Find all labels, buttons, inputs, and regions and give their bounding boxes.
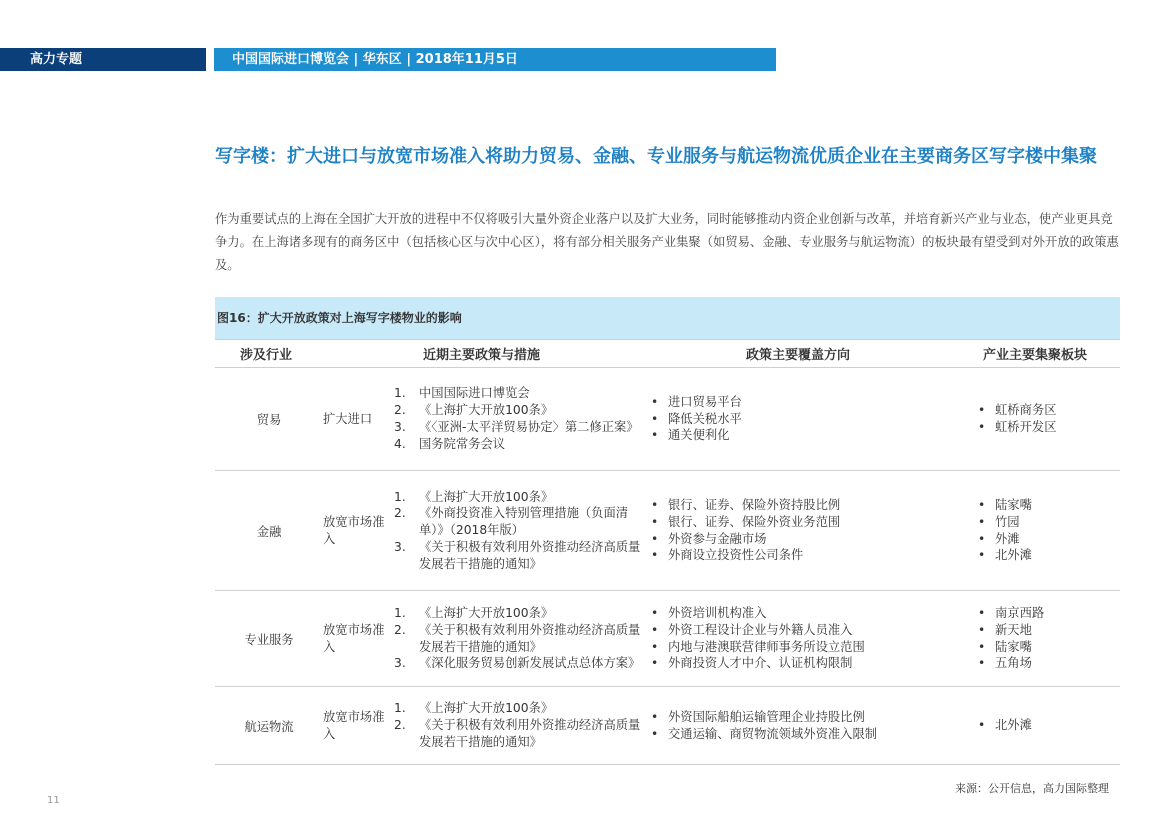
list-text: 《关于积极有效利用外资推动经济高质量发展若干措施的通知》 [419, 539, 641, 571]
list-text: 北外滩 [995, 548, 1032, 563]
bullet-icon: • [978, 531, 986, 546]
cluster-list [975, 605, 1044, 672]
list-text: 五角场 [995, 656, 1032, 671]
list-text: 外商投资人才中介、认证机构限制 [668, 656, 853, 671]
industry-cell: 金融 [256, 524, 282, 539]
list-text: 《上海扩大开放100条》 [419, 489, 554, 504]
event-header: 中国国际进口博览会 | 华东区 | 2018年11月5日 [214, 48, 776, 71]
bullet-icon: • [651, 531, 659, 546]
list-number: 3. [394, 420, 406, 434]
cluster-list [975, 497, 1032, 564]
list-item [975, 514, 1032, 531]
list-item [392, 402, 639, 419]
list-number: 2. [394, 506, 406, 521]
policy-list-cell [392, 591, 644, 686]
bullet-icon: • [978, 656, 986, 671]
bullet-icon: • [978, 514, 986, 529]
industry-cell: 贸易 [256, 413, 282, 427]
list-text: 南京西路 [995, 605, 1045, 620]
intro-paragraph: 作为重要试点的上海在全国扩大开放的进程中不仅将吸引大量外资企业落户以及扩大业务，同时能够推动内资企业创新与改革，并培育新兴产业与业态，使产业更具竞争力。在上海诸多现有的商务区中（包括核心区与次中心区），将有部分相关服务产业集聚（如贸易、金融、专业服务与航运物流）的板块最有望受到对外开放的政策惠及。 [215, 212, 1119, 272]
list-text: 竹园 [995, 514, 1020, 529]
table-row [215, 687, 1120, 764]
bullet-icon: • [651, 726, 659, 741]
table-divider [215, 764, 1120, 765]
column-header-industry: 涉及行业 [240, 348, 293, 363]
list-number: 1. [394, 701, 406, 716]
policy-type: 放宽市场准入 [323, 622, 385, 654]
list-number: 4. [394, 436, 406, 451]
list-text: 进口贸易平台 [668, 394, 742, 409]
cluster-list [975, 402, 1057, 436]
policy-list-cell [392, 687, 644, 764]
list-item [975, 497, 1032, 514]
direction-list [648, 605, 865, 672]
list-text: 陆家嘴 [995, 497, 1032, 512]
bullet-icon: • [978, 403, 986, 418]
policy-list-cell [392, 368, 644, 470]
list-text: 《上海扩大开放100条》 [419, 701, 554, 716]
list-item [975, 655, 1044, 672]
page-number: 11 [47, 795, 60, 806]
list-item [392, 385, 639, 402]
list-number: 1. [394, 489, 406, 504]
table-row [215, 591, 1120, 686]
cluster-cell [975, 471, 1120, 590]
direction-list [648, 497, 840, 564]
list-text: 内地与港澳联营律师事务所设立范围 [668, 639, 865, 654]
list-item [648, 514, 840, 531]
list-text: 《外商投资准入特别管理措施（负面清单）》（2018年版） [419, 506, 629, 538]
list-text: 降低关税水平 [668, 411, 742, 426]
policy-list [392, 385, 639, 452]
list-item [648, 547, 840, 564]
bullet-icon: • [651, 497, 659, 512]
list-text: 《深化服务贸易创新发展试点总体方案》 [419, 656, 641, 671]
policy-list-cell [392, 471, 644, 590]
cluster-cell [975, 687, 1120, 764]
policy-list [392, 489, 644, 573]
list-text: 陆家嘴 [995, 639, 1032, 654]
column-header-direction: 政策主要覆盖方向 [746, 348, 851, 363]
policy-type-cell [323, 471, 388, 590]
list-number: 1. [394, 386, 406, 401]
bullet-icon: • [651, 548, 659, 563]
cluster-cell [975, 368, 1120, 470]
list-text: 银行、证券、保险外资业务范围 [668, 514, 841, 529]
list-text: 中国国际进口博览会 [419, 386, 530, 401]
bullet-icon: • [978, 639, 986, 654]
list-item [975, 639, 1044, 656]
list-number: 1. [394, 605, 406, 620]
table-divider [215, 339, 1120, 340]
list-text: 外商设立投资性公司条件 [668, 548, 804, 563]
list-item [975, 547, 1032, 564]
list-item [392, 436, 639, 453]
column-header-policy: 近期主要政策与措施 [423, 348, 541, 363]
list-item [648, 531, 840, 548]
list-text: 《〈亚洲-太平洋贸易协定〉第二修正案》 [419, 420, 639, 434]
list-text: 外资培训机构准入 [668, 605, 767, 620]
policy-list [392, 605, 644, 672]
list-number: 2. [394, 718, 406, 733]
list-item [392, 700, 644, 717]
list-text: 《上海扩大开放100条》 [419, 403, 554, 418]
policy-type: 扩大进口 [323, 411, 373, 426]
bullet-icon: • [978, 497, 986, 512]
direction-cell [648, 687, 908, 764]
figure-title: 图16：扩大开放政策对上海写字楼物业的影响 [215, 297, 1120, 339]
page-title: 写字楼：扩大进口与放宽市场准入将助力贸易、金融、专业服务与航运物流优质企业在主要商务区写字楼中集聚 [215, 146, 1097, 167]
list-text: 通关便利化 [668, 428, 730, 443]
list-item [392, 419, 639, 436]
list-text: 新天地 [995, 622, 1032, 637]
source-note: 来源：公开信息，高力国际整理 [955, 782, 1109, 795]
list-text: 北外滩 [995, 718, 1032, 733]
list-item [975, 622, 1044, 639]
bullet-icon: • [651, 428, 659, 443]
list-text: 交通运输、商贸物流领域外资准入限制 [668, 726, 878, 741]
bullet-icon: • [978, 605, 986, 620]
table-row [215, 368, 1120, 470]
column-header-cluster: 产业主要集聚板块 [983, 348, 1088, 363]
list-text: 虹桥商务区 [995, 403, 1057, 418]
list-item [648, 411, 742, 428]
cluster-list [975, 717, 1032, 734]
list-item [975, 717, 1032, 734]
list-item [975, 531, 1032, 548]
list-text: 外资国际船舶运输管理企业持股比例 [668, 709, 865, 724]
list-item [648, 427, 742, 444]
list-item [392, 717, 644, 751]
list-item [648, 394, 742, 411]
bullet-icon: • [651, 411, 659, 426]
list-text: 《上海扩大开放100条》 [419, 605, 554, 620]
list-item [392, 622, 644, 656]
list-item [648, 622, 865, 639]
list-number: 3. [394, 656, 406, 671]
bullet-icon: • [651, 605, 659, 620]
list-item [392, 489, 644, 506]
list-item [648, 709, 877, 726]
brand-header: 高力专题 [0, 48, 206, 71]
bullet-icon: • [651, 514, 659, 529]
bullet-icon: • [651, 639, 659, 654]
list-text: 国务院常务会议 [419, 436, 506, 451]
direction-cell [648, 471, 908, 590]
industry-cell: 航运物流 [244, 719, 294, 734]
table-row [215, 471, 1120, 590]
direction-list [648, 394, 742, 444]
list-text: 虹桥开发区 [995, 420, 1057, 434]
policy-list [392, 700, 644, 750]
list-item [648, 639, 865, 656]
list-item [392, 655, 644, 672]
list-item [392, 605, 644, 622]
industry-cell: 专业服务 [244, 632, 294, 647]
policy-type-cell [323, 687, 388, 764]
direction-list [648, 709, 877, 743]
list-item [392, 539, 644, 573]
list-item [648, 726, 877, 743]
list-item [392, 505, 644, 539]
policy-type-cell [323, 591, 388, 686]
list-item [975, 419, 1057, 436]
bullet-icon: • [978, 718, 986, 733]
list-text: 外资工程设计企业与外籍人员准入 [668, 622, 853, 637]
list-number: 3. [394, 539, 406, 554]
list-text: 《关于积极有效利用外资推动经济高质量发展若干措施的通知》 [419, 622, 641, 654]
list-item [648, 497, 840, 514]
bullet-icon: • [651, 709, 659, 724]
list-text: 外资参与金融市场 [668, 531, 767, 546]
bullet-icon: • [651, 622, 659, 637]
list-number: 2. [394, 622, 406, 637]
list-text: 外滩 [995, 531, 1020, 546]
policy-type-cell [323, 368, 388, 470]
direction-cell [648, 368, 908, 470]
cluster-cell [975, 591, 1120, 686]
list-text: 《关于积极有效利用外资推动经济高质量发展若干措施的通知》 [419, 718, 641, 749]
list-text: 银行、证券、保险外资持股比例 [668, 497, 841, 512]
policy-type: 放宽市场准入 [323, 709, 385, 741]
list-number: 2. [394, 403, 406, 418]
direction-cell [648, 591, 908, 686]
list-item [975, 605, 1044, 622]
bullet-icon: • [978, 622, 986, 637]
list-item [648, 655, 865, 672]
bullet-icon: • [651, 656, 659, 671]
bullet-icon: • [978, 548, 986, 563]
list-item [648, 605, 865, 622]
bullet-icon: • [651, 394, 659, 409]
list-item [975, 402, 1057, 419]
policy-type: 放宽市场准入 [323, 514, 385, 546]
bullet-icon: • [978, 420, 986, 434]
